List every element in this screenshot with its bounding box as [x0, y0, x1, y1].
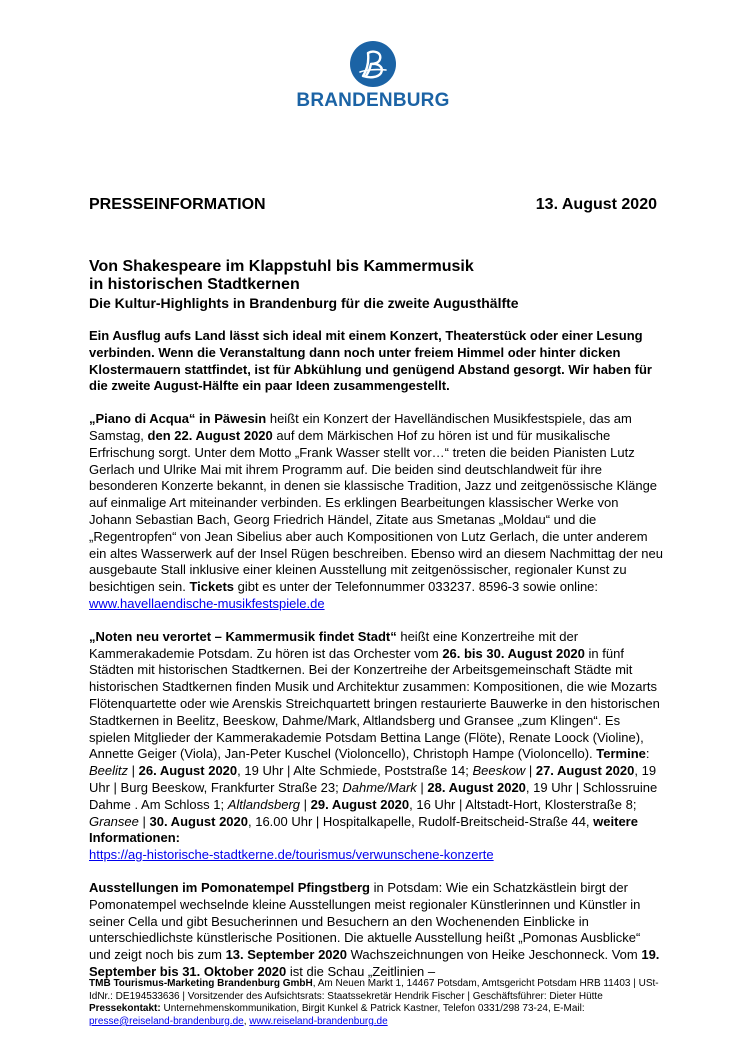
text-run: heißt ein Konzert der Havelländischen Musikfestspiele, das am Samstag, — [89, 411, 632, 443]
event-date: 27. August 2020 — [535, 763, 635, 779]
text-run: auf dem Märkischen Hof zu hören ist und für musikalische Erfrischung sorgt. Unter dem Motto „Frank Wasser stellt vor…“ treten die beiden Pianisten Lutz Gerlach und Ulrike Mai mit ihrem Programm auf. Die beiden sind deutschlandweit für ihre besonderen Konzerte bekannt, in denen sie klassische Tradition, Jazz und zeitgenössische Klänge auf einmalige Art miteinander verbinden. Es erklingen Bearbeitungen klassischer Werke von Johann Sebastian Bach, Georg Friedrich Händel, Zitate aus Smetanas „Moldau“ und die „Regentropfen“ von Jean Sibelius aber auch Kompositionen von Lutz Gerlach, die unter anderem ein altes Wasserwerk auf der Insel Rügen beschreiben. Ebenso wird an diesem Nachmittag der neu ausgebaute Stall inklusive einer kleinen Ausstellung mit zeitgenössischer, regionaler Kunst zu besichtigen sein. — [89, 427, 663, 595]
website-link[interactable]: www.reiseland-brandenburg.de — [249, 1015, 388, 1027]
press-date: 13. August 2020 — [535, 196, 657, 213]
page-footer — [89, 978, 660, 1028]
press-header — [89, 196, 657, 214]
concert-link[interactable]: https://ag-historische-stadtkerne.de/tourismus/verwunschene-konzerte — [89, 847, 494, 863]
city-name: Gransee — [89, 813, 139, 829]
festival-link[interactable]: www.havellaendische-musikfestspiele.de — [89, 595, 325, 611]
text-run: , 19 Uhr | Schlossruine Dahme . Am Schloss 1; — [89, 779, 658, 812]
headline-line-1: Von Shakespeare im Klappstuhl bis Kammermusik — [89, 258, 474, 275]
text-run: | — [128, 763, 139, 779]
text-run: | — [138, 813, 150, 829]
event-date: 13. September 2020 — [225, 947, 347, 963]
text-run: , 16.00 Uhr | Hospitalkapelle, Rudolf-Breitscheid-Straße 44, — [248, 813, 594, 829]
subheadline: Die Kultur-Highlights in Brandenburg für die zweite Augusthälfte — [89, 295, 519, 311]
text-run: ist die Schau „Zeitlinien – — [286, 963, 436, 979]
title-block — [89, 258, 666, 312]
intro-paragraph: Ein Ausflug aufs Land lässt sich ideal mit einem Konzert, Theaterstück oder einer Lesung verbinden. Wenn die Veranstaltung dann noch unter freiem Himmel oder hinter dicken Klostermauern stattfindet, ist für Abkühlung und genügend Abstand gesorgt. Wir haben für die zweite August-Hälfte ein paar Ideen zusammengestellt. — [89, 328, 652, 394]
headline-line-2: in historischen Stadtkernen — [89, 276, 300, 293]
event-date: 28. August 2020 — [427, 779, 526, 795]
text-run: | — [525, 763, 536, 779]
event-date: 29. August 2020 — [310, 796, 410, 812]
text-run: : — [645, 746, 650, 762]
press-label: PRESSEINFORMATION — [89, 196, 266, 213]
paragraph-noten-neu-verortet — [89, 629, 663, 864]
info-label: weitere Informationen: — [89, 813, 638, 846]
text-run: Wachszeichnungen von Heike Jeschonneck. Vom — [346, 947, 642, 963]
text-run: gibt es unter der Telefonnummer 033237. 8596-3 sowie online: — [234, 579, 599, 595]
press-contact-label: Pressekontakt: — [89, 1003, 161, 1015]
event-date: 30. August 2020 — [149, 813, 248, 829]
event-date: den 22. August 2020 — [147, 427, 273, 443]
city-name: Beeskow — [472, 763, 526, 779]
brand-logo — [0, 40, 746, 112]
city-name: Dahme/Mark — [342, 779, 417, 795]
city-name: Beelitz — [89, 763, 129, 779]
text-run: | — [416, 779, 428, 795]
event-date: 19. September bis 31. Oktober 2020 — [89, 947, 660, 979]
paragraph-piano-di-acqua — [89, 411, 663, 613]
article-body — [89, 328, 663, 997]
text-run: in Potsdam: Wie ein Schatzkästlein birgt der Pomonatempel wechselnde kleine Ausstellungen meist regionaler Künstlerinnen und Künstler in seiner Cella und gibt Besucherinnen und Besuchern an den Wochenenden Einblicke in unterschiedlichste künstlerische Positionen. Die aktuelle Ausstellung heißt „Pomonas Ausblicke“ und zeigt noch bis zum — [89, 879, 641, 963]
company-name: TMB Tourismus-Marketing Brandenburg GmbH — [89, 978, 313, 989]
text-run: , 19 Uhr | Alte Schmiede, Poststraße 14; — [237, 763, 473, 779]
paragraph-pomonatempel — [89, 880, 663, 981]
text-run: in fünf Städten mit historischen Stadtkernen. Bei der Konzertreihe der Arbeitsgemeinschaft Städte mit historischen Stadtkernen finden Musik und Architektur zusammen: Kompositionen, die wie Mozarts Flötenquartette oder wie Arenskis Streichquartett bringen restaurierte Bauwerke in den historischen Stadtkernen in Beelitz, Beeskow, Dahme/Mark, Altlandsberg und Gransee „zum Klingen“. Es spielen Mitglieder der Kammerakademie Potsdam Bettina Lange (Flöte), Renate Loock (Violine), Annette Geiger (Viola), Jan-Peter Kuschel (Violoncello), Christoph Hampe (Violoncello). — [89, 645, 660, 762]
press-email-link[interactable]: presse@reiseland-brandenburg.de — [89, 1015, 244, 1027]
event-title: „Piano di Acqua“ in Päwesin — [89, 411, 267, 427]
brand-wordmark: BRANDENBURG — [296, 90, 450, 111]
text-run: heißt eine Konzertreihe mit der Kammerakademie Potsdam. Zu hören ist das Orchester vom — [89, 628, 579, 661]
text-run: , 16 Uhr | Altstadt-Hort, Klosterstraße 8; — [409, 796, 637, 812]
termine-label: Termine — [596, 746, 646, 762]
event-title: „Noten neu verortet – Kammermusik findet Stadt“ — [89, 628, 397, 644]
event-date: 26. bis 30. August 2020 — [442, 645, 585, 661]
city-name: Altlandsberg — [227, 796, 301, 812]
event-date: 26. August 2020 — [138, 763, 238, 779]
text-run: Unternehmenskommunikation, Birgit Kunkel & Patrick Kastner, Telefon 0331/298 73-24, E-Mail: — [160, 1003, 585, 1015]
event-title: Ausstellungen im Pomonatempel Pfingstberg — [89, 879, 370, 895]
tickets-label: Tickets — [189, 579, 235, 595]
text-run: , Am Neuen Markt 1, 14467 Potsdam, Amtsgericht Potsdam HRB 11403 | USt-IdNr.: DE194533636 | Vorsitzender des Aufsichtsrats: Staatssekretär Hendrik Fischer | Geschäftsführer: Dieter Hütte — [89, 978, 659, 1002]
text-run: | — [300, 796, 311, 812]
brandenburg-b-logo-icon — [349, 40, 397, 88]
text-run: , — [243, 1015, 250, 1027]
text-run: , 19 Uhr | Burg Beeskow, Frankfurter Straße 23; — [89, 763, 657, 795]
